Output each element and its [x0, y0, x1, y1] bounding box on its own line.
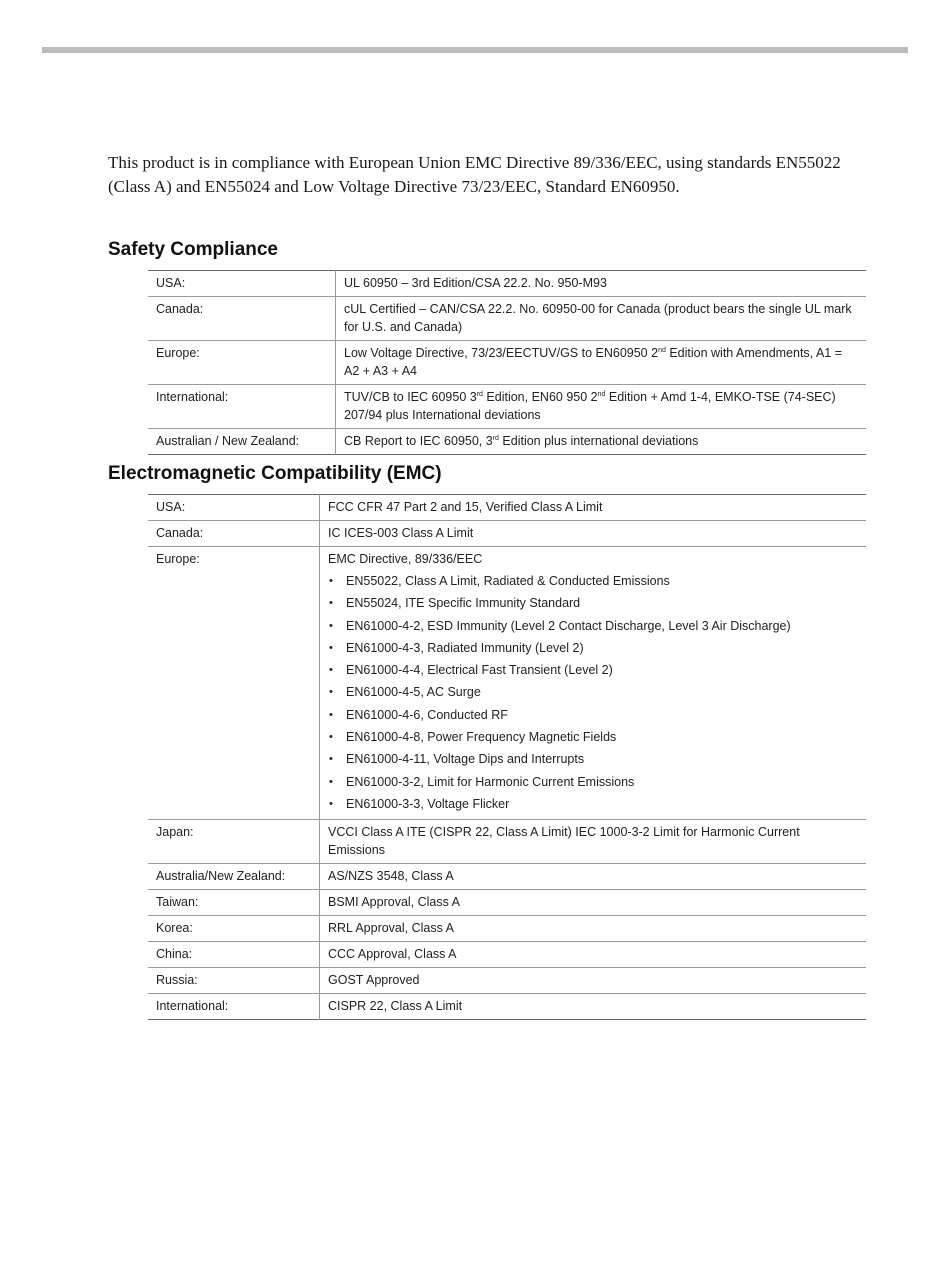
row-value: BSMI Approval, Class A	[328, 895, 461, 910]
list-item: • EN61000-3-3, Voltage Flicker	[346, 793, 858, 815]
row-label: Europe:	[148, 341, 336, 385]
row-label: Australian / New Zealand:	[148, 429, 336, 455]
bullet-icon: •	[329, 797, 333, 810]
safety-compliance-table	[148, 270, 866, 455]
row-value: GOST Approved	[328, 973, 420, 988]
list-item: • EN61000-3-2, Limit for Harmonic Current Emissions	[346, 771, 858, 793]
table-row	[148, 521, 866, 547]
table-row	[148, 547, 866, 820]
list-item: • EN61000-4-5, AC Surge	[346, 681, 858, 703]
row-label: International:	[148, 994, 320, 1020]
bullet-icon: •	[329, 775, 333, 788]
table-row	[148, 385, 866, 429]
list-item: • EN61000-4-3, Radiated Immunity (Level 2)	[346, 637, 858, 659]
row-value	[320, 547, 867, 820]
bullet-icon: •	[329, 575, 333, 587]
row-value: TUV/CB to IEC 60950 3rd Edition, EN60 950 2nd Edition + Amd 1-4, EMKO-TSE (74-SEC) 207/94 plus International deviations	[344, 390, 836, 422]
table-row	[148, 271, 866, 297]
list-item: • EN61000-4-6, Conducted RF	[346, 704, 858, 726]
row-label: Canada:	[148, 297, 336, 341]
bullet-icon: •	[329, 619, 333, 632]
bullet-icon: •	[329, 753, 333, 766]
emc-table	[148, 494, 866, 1020]
row-label: Taiwan:	[148, 890, 320, 916]
list-item: • EN61000-4-4, Electrical Fast Transient (Level 2)	[346, 659, 858, 681]
row-value: UL 60950 – 3rd Edition/CSA 22.2. No. 950-M93	[344, 276, 607, 290]
row-value: FCC CFR 47 Part 2 and 15, Verified Class A Limit	[328, 500, 603, 514]
bullet-icon: •	[329, 664, 333, 677]
compliance-intro: This product is in compliance with European Union EMC Directive 89/336/EEC, using standards EN55022 (Class A) and EN55024 and Low Voltage Directive 73/23/EEC, Standard EN60950.	[108, 153, 841, 196]
table-row	[148, 429, 866, 455]
row-label: USA:	[148, 495, 320, 521]
bullet-icon: •	[329, 597, 333, 610]
bullet-icon: •	[329, 641, 333, 654]
table-row	[148, 495, 866, 521]
row-value: Low Voltage Directive, 73/23/EECTUV/GS to EN60950 2nd Edition with Amendments, A1 = A2 + A3 + A4	[344, 346, 843, 378]
row-value: CCC Approval, Class A	[328, 947, 457, 962]
safety-compliance-heading: Safety Compliance	[108, 239, 278, 260]
bullet-icon: •	[329, 708, 333, 721]
table-row	[148, 864, 866, 890]
row-value: AS/NZS 3548, Class A	[328, 869, 454, 884]
row-value: RRL Approval, Class A	[328, 921, 454, 936]
row-value: cUL Certified – CAN/CSA 22.2. No. 60950-00 for Canada (product bears the single UL mark for U.S. and Canada)	[344, 302, 852, 334]
europe-directive: EMC Directive, 89/336/EEC	[328, 552, 483, 566]
row-label: Australia/New Zealand:	[148, 864, 320, 890]
row-value: CISPR 22, Class A Limit	[328, 999, 463, 1014]
row-value: CB Report to IEC 60950, 3rd Edition plus international deviations	[344, 434, 699, 448]
row-label: USA:	[148, 271, 336, 297]
row-label: Canada:	[148, 521, 320, 547]
table-row	[148, 916, 866, 942]
list-item: • EN55022, Class A Limit, Radiated & Conducted Emissions	[346, 570, 858, 592]
row-label: International:	[148, 385, 336, 429]
row-label: Europe:	[148, 547, 320, 820]
emc-heading: Electromagnetic Compatibility (EMC)	[108, 463, 442, 484]
bullet-icon: •	[329, 731, 333, 744]
row-label: Russia:	[148, 968, 320, 994]
list-item: • EN61000-4-11, Voltage Dips and Interrupts	[346, 748, 858, 770]
table-row	[148, 341, 866, 385]
row-label: Korea:	[148, 916, 320, 942]
table-row	[148, 890, 866, 916]
row-label: Japan:	[148, 820, 320, 864]
table-row	[148, 994, 866, 1020]
table-row	[148, 968, 866, 994]
list-item: • EN61000-4-8, Power Frequency Magnetic Fields	[346, 726, 858, 748]
row-label: China:	[148, 942, 320, 968]
table-row	[148, 820, 866, 864]
row-value: IC ICES-003 Class A Limit	[328, 526, 474, 540]
bullet-icon: •	[329, 686, 333, 699]
list-item: • EN55024, ITE Specific Immunity Standard	[346, 592, 858, 614]
top-rule	[42, 47, 908, 53]
row-value: VCCI Class A ITE (CISPR 22, Class A Limit) IEC 1000-3-2 Limit for Harmonic Current Emissions	[328, 825, 800, 858]
table-row	[148, 297, 866, 341]
europe-standards-list	[328, 570, 858, 815]
list-item: • EN61000-4-2, ESD Immunity (Level 2 Contact Discharge, Level 3 Air Discharge)	[346, 615, 858, 637]
table-row	[148, 942, 866, 968]
